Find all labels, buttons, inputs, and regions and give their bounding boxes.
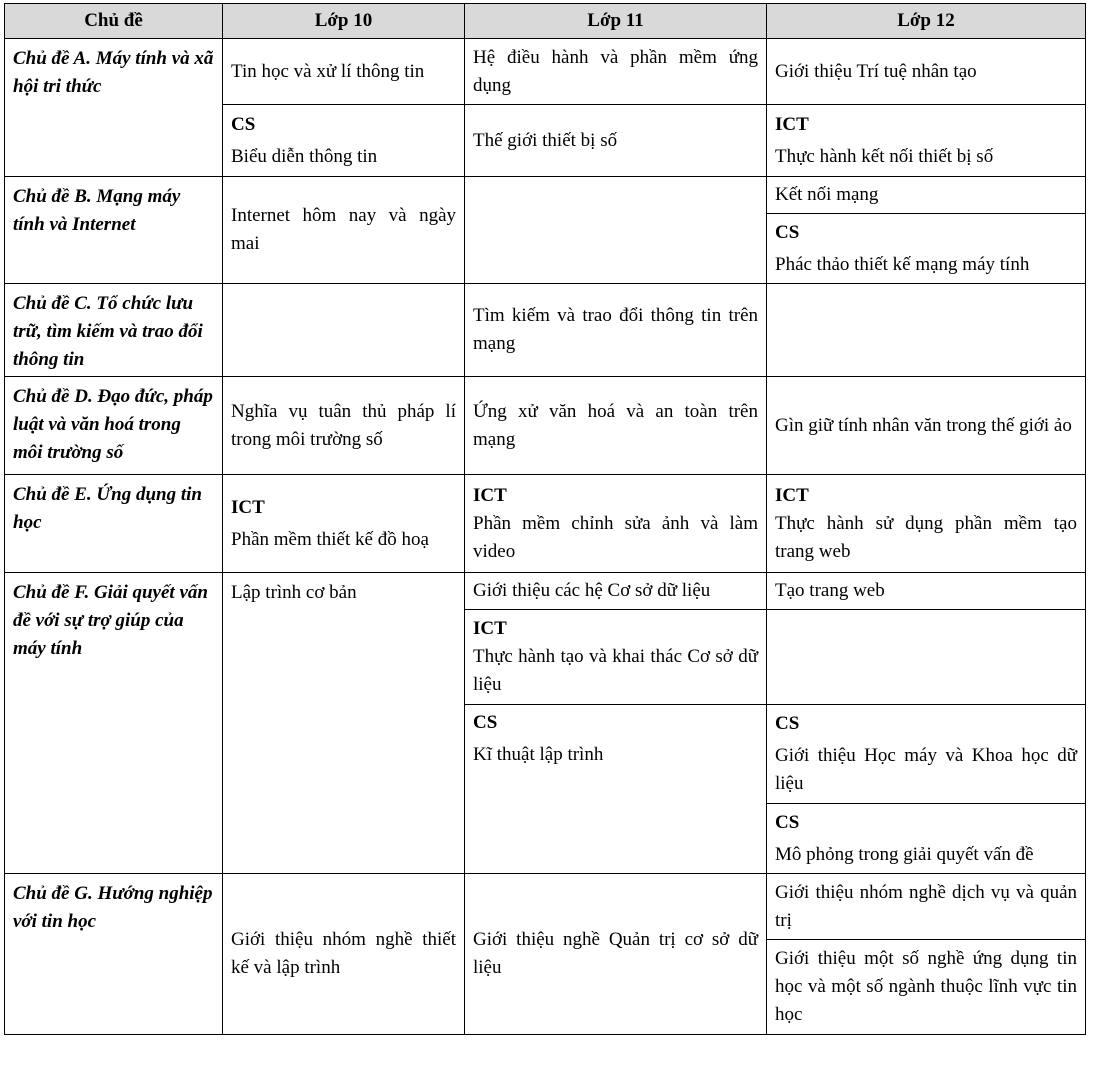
cell-text: Phần mềm thiết kế đồ hoạ bbox=[231, 528, 429, 550]
cell bbox=[767, 610, 1086, 705]
cell: Lập trình cơ bản bbox=[223, 573, 465, 874]
cs-tag: CS bbox=[775, 713, 800, 734]
cs-tag: CS bbox=[775, 811, 800, 833]
cell-text: Phần mềm chỉnh sửa ảnh và làm video bbox=[473, 512, 758, 562]
cell bbox=[465, 177, 767, 284]
topic-b: Chủ đề B. Mạng máy tính và Internet bbox=[5, 177, 223, 284]
cell bbox=[767, 804, 1086, 874]
cell: Giới thiệu nghề Quản trị cơ sở dữ liệu bbox=[465, 874, 767, 1035]
cell bbox=[223, 475, 465, 573]
cell bbox=[223, 284, 465, 377]
cell: Internet hôm nay và ngày mai bbox=[223, 177, 465, 284]
cell-text: Giới thiệu Học máy và Khoa học dữ liệu bbox=[775, 745, 1077, 794]
ict-tag: ICT bbox=[473, 618, 507, 639]
cell bbox=[223, 105, 465, 177]
cell: Giới thiệu nhóm nghề thiết kế và lập trình bbox=[223, 874, 465, 1035]
ict-tag: ICT bbox=[473, 484, 507, 506]
cell-text: Thực hành kết nối thiết bị số bbox=[775, 145, 994, 167]
cell bbox=[767, 105, 1086, 177]
cell: Hệ điều hành và phần mềm ứng dụng bbox=[465, 39, 767, 105]
topic-e: Chủ đề E. Ứng dụng tin học bbox=[5, 475, 223, 573]
topic-d: Chủ đề D. Đạo đức, pháp luật và văn hoá trong môi trường số bbox=[5, 377, 223, 475]
header-topic: Chủ đề bbox=[5, 4, 223, 39]
header-grade-12: Lớp 12 bbox=[767, 4, 1086, 39]
cell: Giới thiệu một số nghề ứng dụng tin học và một số ngành thuộc lĩnh vực tin học bbox=[767, 940, 1086, 1035]
table-row bbox=[5, 377, 1086, 475]
table-row bbox=[5, 475, 1086, 573]
table-row bbox=[5, 874, 1086, 940]
cell bbox=[465, 705, 767, 874]
cell: Thế giới thiết bị số bbox=[465, 105, 767, 177]
cell-text: Thực hành tạo và khai thác Cơ sở dữ liệu bbox=[473, 646, 758, 695]
cell bbox=[767, 214, 1086, 284]
table-row bbox=[5, 39, 1086, 105]
cell-text: Biểu diễn thông tin bbox=[231, 145, 378, 167]
ict-tag: ICT bbox=[775, 484, 809, 506]
cell-text: Phác thảo thiết kế mạng máy tính bbox=[775, 253, 1030, 275]
cell-text: Thực hành sử dụng phần mềm tạo trang web bbox=[775, 512, 1077, 562]
ict-tag: ICT bbox=[775, 113, 809, 135]
topic-c: Chủ đề C. Tổ chức lưu trữ, tìm kiếm và trao đổi thông tin bbox=[5, 284, 223, 377]
cell: Giới thiệu Trí tuệ nhân tạo bbox=[767, 39, 1086, 105]
cell: Giới thiệu các hệ Cơ sở dữ liệu bbox=[465, 573, 767, 610]
cell: Kết nối mạng bbox=[767, 177, 1086, 214]
cell: Tin học và xử lí thông tin bbox=[223, 39, 465, 105]
topic-g: Chủ đề G. Hướng nghiệp với tin học bbox=[5, 874, 223, 1035]
topic-f: Chủ đề F. Giải quyết vấn đề với sự trợ giúp của máy tính bbox=[5, 573, 223, 874]
header-grade-10: Lớp 10 bbox=[223, 4, 465, 39]
cell: Giới thiệu nhóm nghề dịch vụ và quản trị bbox=[767, 874, 1086, 940]
curriculum-table bbox=[4, 3, 1086, 1035]
cell bbox=[465, 475, 767, 573]
cell: Nghĩa vụ tuân thủ pháp lí trong môi trường số bbox=[223, 377, 465, 475]
header-row bbox=[5, 4, 1086, 39]
cell: Tạo trang web bbox=[767, 573, 1086, 610]
table-row bbox=[5, 177, 1086, 214]
cell bbox=[767, 705, 1086, 804]
cell bbox=[465, 610, 767, 705]
cell: Tìm kiếm và trao đổi thông tin trên mạng bbox=[465, 284, 767, 377]
table-row bbox=[5, 573, 1086, 610]
cell bbox=[767, 475, 1086, 573]
cs-tag: CS bbox=[473, 712, 498, 733]
cell: Gìn giữ tính nhân văn trong thế giới ảo bbox=[767, 377, 1086, 475]
header-grade-11: Lớp 11 bbox=[465, 4, 767, 39]
cell: Ứng xử văn hoá và an toàn trên mạng bbox=[465, 377, 767, 475]
table-row bbox=[5, 284, 1086, 377]
cs-tag: CS bbox=[775, 221, 800, 243]
cs-tag: CS bbox=[231, 113, 256, 135]
cell-text: Mô phỏng trong giải quyết vấn đề bbox=[775, 843, 1034, 865]
cell bbox=[767, 284, 1086, 377]
cell-text: Kĩ thuật lập trình bbox=[473, 744, 604, 765]
topic-a: Chủ đề A. Máy tính và xã hội tri thức bbox=[5, 39, 223, 177]
ict-tag: ICT bbox=[231, 496, 265, 518]
